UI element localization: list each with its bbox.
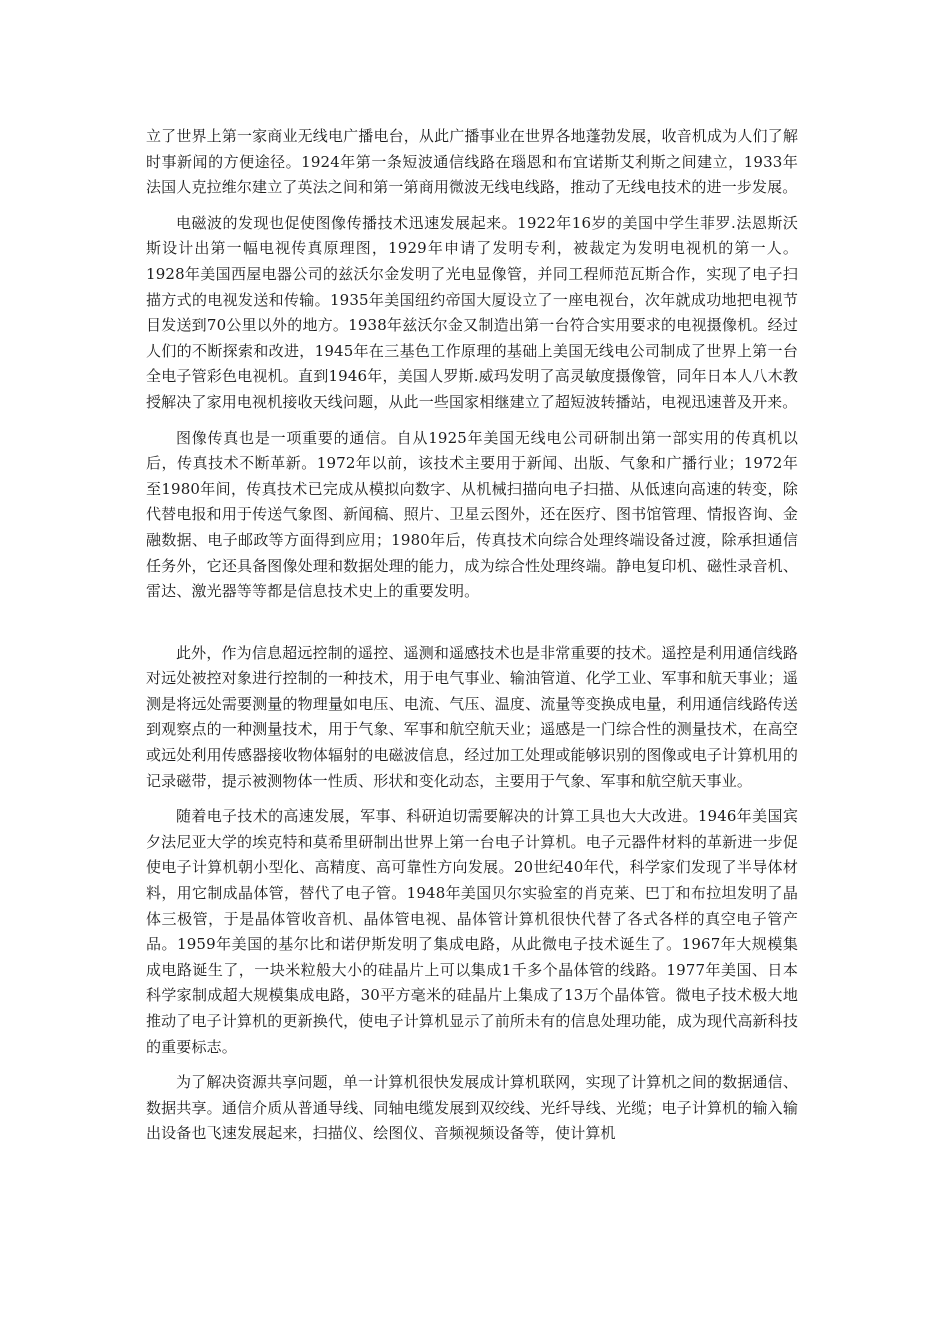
- document-page: [146, 124, 798, 1147]
- paragraph-remote-control: 此外，作为信息超远控制的遥控、遥测和遥感技术也是非常重要的技术。遥控是利用通信线路对远处被控对象进行控制的一种技术，用于电气事业、输油管道、化学工业、军事和航天事业；遥测是将远处需要测量的物理量如电压、电流、气压、温度、流量等变换成电量，利用通信线路传送到观察点的一种测量技术，用于气象、军事和航空航天业；遥感是一门综合性的测量技术，在高空或远处利用传感器接收物体辐射的电磁波信息，经过加工处理或能够识别的图像或电子计算机用的记录磁带，提示被测物体一性质、形状和变化动态，主要用于气象、军事和航空航天事业。: [146, 643, 798, 790]
- paragraph-television: 电磁波的发现也促使图像传播技术迅速发展起来。1922年16岁的美国中学生菲罗.法恩斯沃斯设计出第一幅电视传真原理图，1929年申请了发明专利，被裁定为发明电视机的第一人。1928年美国西屋电器公司的兹沃尔金发明了光电显像管，并同工程师范瓦斯合作，实现了电子扫描方式的电视发送和传输。1935年美国纽约帝国大厦设立了一座电视台，次年就成功地把电视节目发送到70公里以外的地方。1938年兹沃尔金又制造出第一台符合实用要求的电视摄像机。经过人们的不断探索和改进，1945年在三基色工作原理的基础上美国无线电公司制成了世界上第一台全电子管彩色电视机。直到1946年，美国人罗斯.威玛发明了高灵敏度摄像管，同年日本人八木教授解决了家用电视机接收天线问题，从此一些国家相继建立了超短波转播站，电视迅速普及开来。: [146, 213, 798, 411]
- paragraph-computers: 随着电子技术的高速发展，军事、科研迫切需要解决的计算工具也大大改进。1946年美国宾夕法尼亚大学的埃克特和莫希里研制出世界上第一台电子计算机。电子元器件材料的革新进一步促使电子计算机朝小型化、高精度、高可靠性方向发展。20世纪40年代，科学家们发现了半导体材料，用它制成晶体管，替代了电子管。1948年美国贝尔实验室的肖克莱、巴丁和布拉坦发明了晶体三极管，于是晶体管收音机、晶体管电视、晶体管计算机很快代替了各式各样的真空电子管产品。1959年美国的基尔比和诺伊斯发明了集成电路，从此微电子技术诞生了。1967年大规模集成电路诞生了，一块米粒般大小的硅晶片上可以集成1千多个晶体管的线路。1977年美国、日本科学家制成超大规模集成电路，30平方毫米的硅晶片上集成了13万个晶体管。微电子技术极大地推动了电子计算机的更新换代，使电子计算机显示了前所未有的信息处理功能，成为现代高新科技的重要标志。: [146, 807, 798, 1056]
- paragraph-radio-broadcasting: 立了世界上第一家商业无线电广播电台，从此广播事业在世界各地蓬勃发展，收音机成为人们了解时事新闻的方便途径。1924年第一条短波通信线路在瑙恩和布宜诺斯艾利斯之间建立，1933年法国人克拉维尔建立了英法之间和第一第商用微波无线电线路，推动了无线电技术的进一步发展。: [146, 127, 798, 197]
- paragraph-networking: 为了解决资源共享问题，单一计算机很快发展成计算机联网，实现了计算机之间的数据通信、数据共享。通信介质从普通导线、同轴电缆发展到双绞线、光纤导线、光缆；电子计算机的输入输出设备也飞速发展起来，扫描仪、绘图仪、音频视频设备等，使计算机: [146, 1073, 798, 1143]
- paragraph-fax: 图像传真也是一项重要的通信。自从1925年美国无线电公司研制出第一部实用的传真机以后，传真技术不断革新。1972年以前，该技术主要用于新闻、出版、气象和广播行业；1972年至1980年间，传真技术已完成从模拟向数字、从机械扫描向电子扫描、从低速向高速的转变，除代替电报和用于传送气象图、新闻稿、照片、卫星云图外，还在医疗、图书馆管理、情报咨询、金融数据、电子邮政等方面得到应用；1980年后，传真技术向综合处理终端设备过渡，除承担通信任务外，它还具备图像处理和数据处理的能力，成为综合性处理终端。静电复印机、磁性录音机、雷达、激光器等等都是信息技术史上的重要发明。: [146, 428, 798, 601]
